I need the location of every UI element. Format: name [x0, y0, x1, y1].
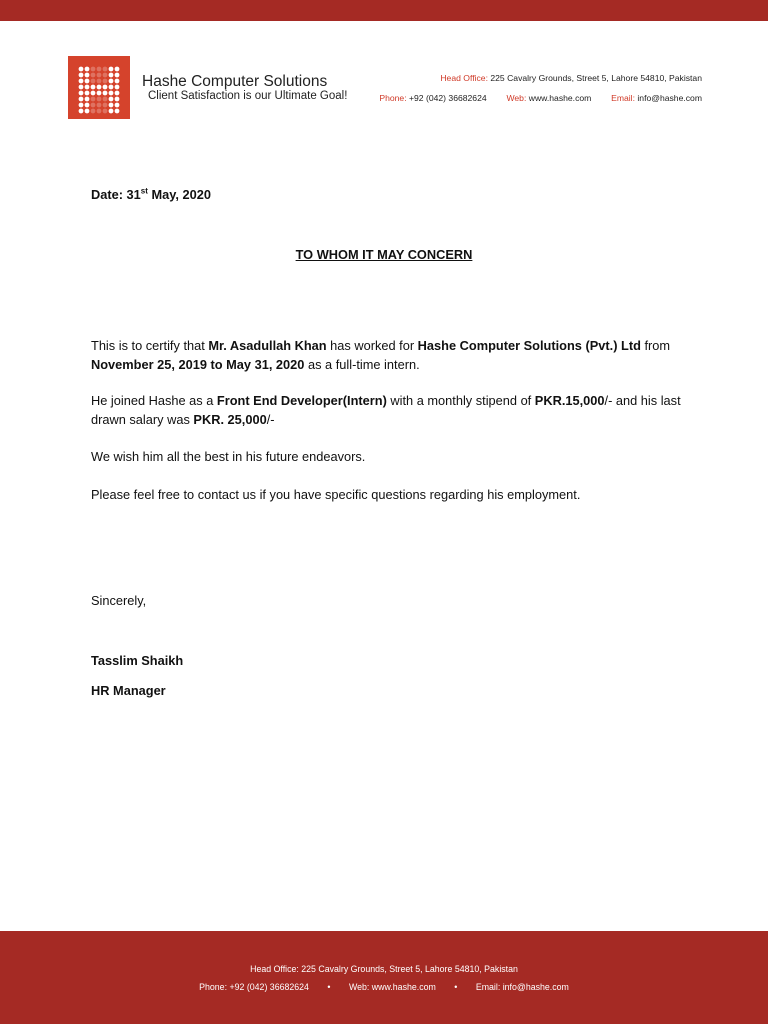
logo-dot: [103, 79, 108, 84]
logo-dot: [109, 91, 114, 96]
company-name: Hashe Computer Solutions: [142, 73, 328, 90]
stipend-amount: PKR.15,000: [534, 393, 605, 408]
logo-dot: [115, 109, 120, 114]
logo-dot: [85, 97, 90, 102]
header-head-office: [440, 73, 702, 83]
logo-dot: [97, 103, 102, 108]
logo-dot: [97, 97, 102, 102]
certification-paragraph: This is to certify that Mr. Asadullah Khan has worked for Hashe Computer Solutions (Pvt.) Ltd from November 25, 2019 to May 31, 2020 as a full-time intern.: [91, 338, 671, 372]
role-paragraph: He joined Hashe as a Front End Developer(Intern) with a monthly stipend of PKR.15,000/- and his last drawn salary was PKR. 25,000/-: [91, 393, 681, 427]
footer-head-office: Head Office: 225 Cavalry Grounds, Street 5, Lahore 54810, Pakistan: [250, 964, 518, 974]
logo-dot: [103, 85, 108, 90]
logo-dot: [109, 67, 114, 72]
job-role: Front End Developer(Intern): [216, 393, 387, 408]
hashe-logo-icon: [68, 56, 130, 119]
company-tagline: Client Satisfaction is our Ultimate Goal!: [148, 90, 348, 102]
logo-dot: [97, 67, 102, 72]
logo-dot: [109, 73, 114, 78]
bullet-separator-icon: •: [454, 982, 458, 992]
footer-phone: Phone: +92 (042) 36682624: [199, 982, 309, 992]
footer-contacts: [0, 982, 768, 992]
bullet-separator-icon: •: [327, 982, 331, 992]
logo-dot: [115, 79, 120, 84]
logo-dot: [109, 85, 114, 90]
web-link[interactable]: www.hashe.com: [528, 93, 592, 103]
logo-dot: [85, 79, 90, 84]
logo-dot: [103, 103, 108, 108]
head-office-value: 225 Cavalry Grounds, Street 5, Lahore 54810, Pakistan: [490, 73, 702, 83]
logo-dot: [115, 91, 120, 96]
logo-dot: [91, 97, 96, 102]
salary-amount: PKR. 25,000: [193, 412, 267, 427]
logo-dot: [115, 67, 120, 72]
logo-dot: [79, 91, 84, 96]
footer: [0, 931, 768, 1024]
email-label: Email:: [611, 93, 635, 103]
logo-dot: [97, 73, 102, 78]
logo-dot: [115, 97, 120, 102]
logo-dot: [91, 91, 96, 96]
head-office-label: Head Office:: [440, 73, 488, 83]
logo-dot: [109, 97, 114, 102]
footer-email-link[interactable]: Email: info@hashe.com: [475, 982, 569, 992]
logo-dot: [91, 73, 96, 78]
logo-dot: [109, 109, 114, 114]
phone-value: +92 (042) 36682624: [409, 93, 487, 103]
logo-dot: [85, 103, 90, 108]
employer-name: Hashe Computer Solutions (Pvt.) Ltd: [417, 338, 641, 353]
logo-dot: [79, 67, 84, 72]
header-contacts: [379, 93, 702, 103]
logo-dot: [103, 73, 108, 78]
phone-label: Phone:: [379, 93, 407, 103]
logo-dot: [103, 91, 108, 96]
logo-dot: [85, 67, 90, 72]
logo-dot: [109, 79, 114, 84]
employment-period: November 25, 2019 to May 31, 2020: [91, 357, 305, 372]
top-accent-bar: [0, 0, 768, 21]
logo-dot: [103, 109, 108, 114]
letter-date: Date: 31st May, 2020: [91, 186, 212, 202]
logo-dot: [97, 109, 102, 114]
logo-dot: [91, 85, 96, 90]
contact-paragraph: Please feel free to contact us if you have specific questions regarding his employment.: [91, 487, 581, 502]
logo-dot: [85, 109, 90, 114]
logo-dot: [103, 67, 108, 72]
logo-dot: [85, 73, 90, 78]
employee-name: Mr. Asadullah Khan: [208, 338, 327, 353]
letter-heading: TO WHOM IT MAY CONCERN: [295, 247, 473, 262]
logo-dot: [115, 85, 120, 90]
closing-salutation: Sincerely,: [91, 593, 147, 608]
logo-dot: [85, 91, 90, 96]
logo-dot: [115, 73, 120, 78]
signer-title: HR Manager: [91, 683, 166, 698]
logo-dot: [91, 103, 96, 108]
signer-name: Tasslim Shaikh: [91, 653, 184, 668]
email-link[interactable]: info@hashe.com: [637, 93, 702, 103]
wishes-paragraph: We wish him all the best in his future endeavors.: [91, 449, 366, 464]
logo-dot: [91, 67, 96, 72]
logo-dot: [91, 79, 96, 84]
logo-dot: [79, 109, 84, 114]
logo-dot: [79, 73, 84, 78]
footer-web-link[interactable]: Web: www.hashe.com: [348, 982, 436, 992]
logo-dot: [115, 103, 120, 108]
logo-dot: [79, 103, 84, 108]
logo-dot: [79, 79, 84, 84]
logo-dot: [103, 97, 108, 102]
date-ordinal: st: [140, 186, 148, 196]
logo-dot: [97, 91, 102, 96]
logo-dot: [79, 97, 84, 102]
logo-dot: [79, 85, 84, 90]
logo-dot: [91, 109, 96, 114]
logo-dot: [97, 85, 102, 90]
logo-dot: [85, 85, 90, 90]
logo-dot: [109, 103, 114, 108]
web-label: Web:: [506, 93, 527, 103]
logo-dot: [97, 79, 102, 84]
